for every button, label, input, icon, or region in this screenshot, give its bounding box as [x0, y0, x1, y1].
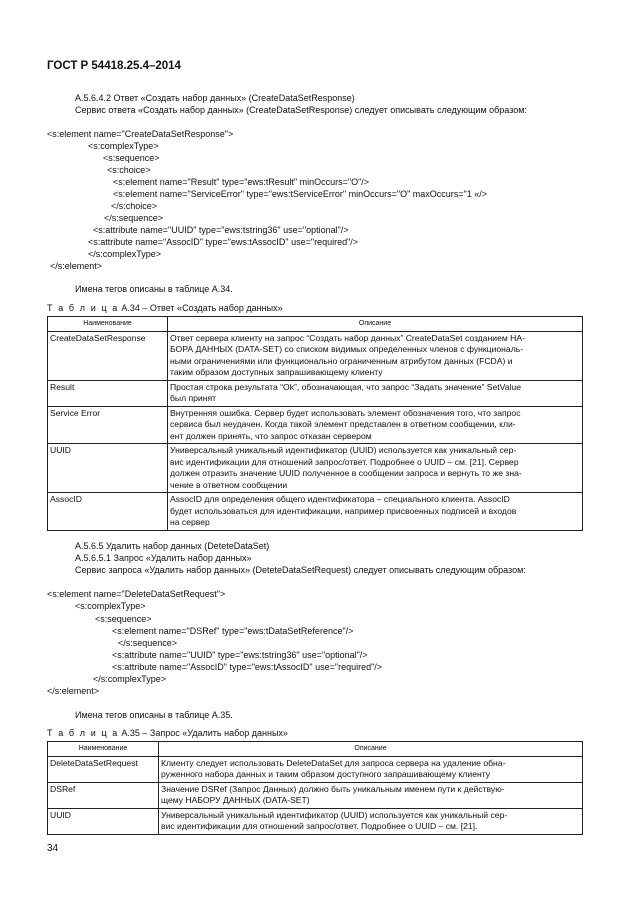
- code-line: <s:element name="DeleteDataSetRequest">: [47, 589, 226, 599]
- table-row: [48, 493, 583, 531]
- row-description: Значение DSRef (Запрос Данных) должно быть уникальным именем пути к действую- щему НАБОРУ ДАННЫХ (DATA-SET): [159, 782, 583, 808]
- section-intro: Сервис запроса «Удалить набор данных» (DeteteDataSetRequest) следует описывать следующим образом:: [75, 565, 526, 575]
- table-caption-prefix: Т а б л и ц а: [47, 728, 119, 738]
- table-caption-prefix: Т а б л и ц а: [47, 303, 119, 313]
- code-line: </s:sequence>: [118, 638, 178, 648]
- row-name: AssocID: [48, 493, 168, 531]
- table-35: [47, 741, 583, 835]
- table-caption: [47, 303, 283, 313]
- row-description: Ответ сервера клиенту на запрос “Создать набор данных” CreateDataSet созданием НА- БОРА ДАННЫХ (DATA-SET) со списком видимых определенных членов с функциональ- ными ограничениями или функционально ограниченным атрибутом данных (FCDA) и таким образом доступных запрашивающему клиенту: [168, 331, 583, 380]
- row-description: Простая строка результата “Ok”, обозначающая, что запрос “Задать значение” SetValue был принят: [168, 380, 583, 406]
- code-line: <s:element name="ServiceError" type="ews:tServiceError" minOccurs="O" maxOccurs="1 «/>: [113, 189, 487, 199]
- table-caption: [47, 728, 288, 738]
- table-header-row: [48, 317, 583, 332]
- row-description: Внутренняя ошибка. Сервер будет использовать элемент обозначения того, что запрос сервиса был неудачен. Когда такой элемент представлен в ответном сообщении, кли- ент должен принять, что запрос отказан сервером: [168, 406, 583, 444]
- row-name: DeleteDataSetRequest: [48, 756, 159, 782]
- code-line: </s:element>: [47, 686, 100, 696]
- table-row: [48, 444, 583, 493]
- section-heading: А.5.6.4.2 Ответ «Создать набор данных» (CreateDataSetResponse): [75, 93, 355, 103]
- table-row: [48, 406, 583, 444]
- code-line: <s:complexType>: [88, 141, 159, 151]
- code-line: <s:element name="DSRef" type="ews:tDataSetReference"/>: [112, 626, 354, 636]
- row-description: Клиенту следует использовать DeleteDataSet для запроса сервера на удаление обна- руженного набора данных и таким образом доступного запрашивающему клиенту: [159, 756, 583, 782]
- tags-note: Имена тегов описаны в таблице А.34.: [75, 284, 233, 294]
- code-line: <s:attribute name="UUID" type="ews:tstring36" use="optional"/>: [93, 225, 349, 235]
- table-row: [48, 782, 583, 808]
- column-header-name: Наименование: [48, 317, 168, 332]
- code-line: <s:attribute name="UUID" type="ews:tstring36" use="optional"/>: [112, 650, 368, 660]
- section-subheading: А.5.6.5.1 Запрос «Удалить набор данных»: [75, 553, 252, 563]
- row-name: CreateDataSetResponse: [48, 331, 168, 380]
- row-name: UUID: [48, 444, 168, 493]
- column-header-name: Наименование: [48, 742, 159, 757]
- row-description: Универсальный уникальный идентификатор (UUID) используется как уникальный сер- вис идентификации для отношений запрос/ответ. Подробнее о UUID – см. [21]. Сервер должен отразить значение UUID полученное в сообщении запроса и вернуть то же зна- чение в ответном сообщении: [168, 444, 583, 493]
- table-header-row: [48, 742, 583, 757]
- row-name: UUID: [48, 808, 159, 834]
- page-number: 34: [47, 843, 59, 854]
- section-heading: А.5.6.5 Удалить набор данных (DeteteDataSet): [75, 541, 270, 551]
- code-line: <s:sequence>: [103, 153, 160, 163]
- column-header-description: Описание: [159, 742, 583, 757]
- tags-note: Имена тегов описаны в таблице А.35.: [75, 710, 233, 720]
- code-line: </s:choice>: [111, 201, 158, 211]
- code-line: </s:element>: [50, 261, 103, 271]
- code-line: <s:sequence>: [95, 614, 152, 624]
- table-caption-title: А.34 – Ответ «Создать набор данных»: [118, 303, 283, 313]
- code-line: </s:sequence>: [104, 213, 164, 223]
- code-line: <s:element name="CreateDataSetResponse">: [47, 129, 234, 139]
- table-caption-title: А.35 – Запрос «Удалить набор данных»: [118, 728, 288, 738]
- row-name: Service Error: [48, 406, 168, 444]
- code-line: <s:element name="Result" type="ews:tResult" minOccurs="O"/>: [113, 177, 370, 187]
- section-intro: Сервис ответа «Создать набор данных» (CreateDataSetResponse) следует описывать следующим образом:: [75, 105, 527, 115]
- table-34: [47, 316, 583, 531]
- code-line: <s:attribute name="AssocID" type="ews:tAssocID" use="required"/>: [112, 662, 383, 672]
- row-description: AssocID для определения общего идентификатора – специального клиента. AssocID будет использоваться для идентификации, например присвоенных подписей и входов на сервер: [168, 493, 583, 531]
- code-line: <s:complexType>: [75, 601, 146, 611]
- row-name: Result: [48, 380, 168, 406]
- table-row: [48, 380, 583, 406]
- code-line: </s:complexType>: [93, 674, 167, 684]
- document-header: ГОСТ Р 54418.25.4–2014: [47, 60, 181, 72]
- code-line: </s:complexType>: [88, 249, 162, 259]
- column-header-description: Описание: [168, 317, 583, 332]
- code-line: <s:attribute name="AssocID" type="ews:tAssocID" use="required"/>: [88, 237, 359, 247]
- row-description: Универсальный уникальный идентификатор (UUID) используется как уникальный сер- вис идентификации для отношений запрос/ответ. Подробнее о UUID – см. [21].: [159, 808, 583, 834]
- table-row: [48, 331, 583, 380]
- code-line: <s:choice>: [107, 165, 151, 175]
- table-row: [48, 756, 583, 782]
- row-name: DSRef: [48, 782, 159, 808]
- table-row: [48, 808, 583, 834]
